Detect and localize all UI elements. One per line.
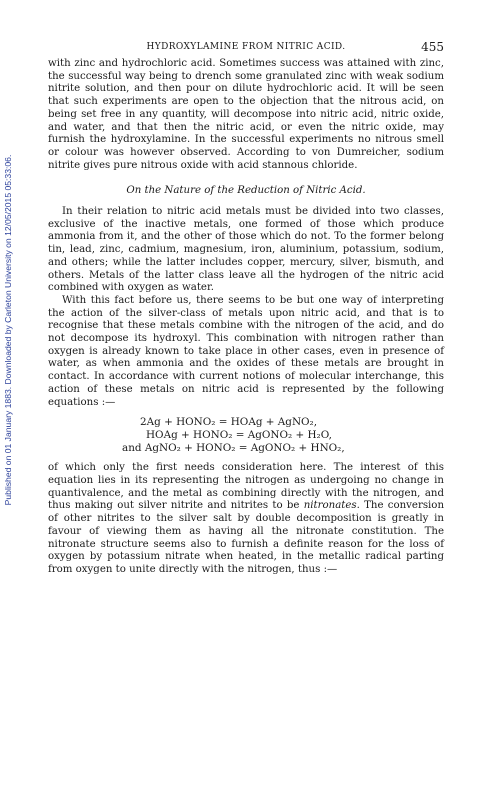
paragraph-text: . The conversion of other nitrites to the silver salt by double decomposition is greatly in favour of viewing them as having all the nitronate constitution. The nitronate structure seems also to furnish a definite reason for the loss of oxygen by potassium nitrate when heated, in the metallic radical parting from oxygen to unite directly with the nitrogen, thus :— bbox=[48, 500, 445, 575]
paragraph-nitronates bbox=[48, 462, 444, 576]
equation-block bbox=[48, 416, 444, 455]
paper-page bbox=[48, 40, 444, 577]
equation-line: HOAg + HONO₂ = AgONO₂ + H₂O, bbox=[146, 429, 332, 442]
equation-line: 2Ag + HONO₂ = HOAg + AgNO₂, bbox=[140, 416, 318, 429]
paragraph-metal-classes: In their relation to nitric acid metals must be divided into two classes, exclusive of the inactive metals, one formed of those which produce ammonia from it, and the other of those which do not. To the former belong tin, lead, zinc, cadmium, magnesium, iron, aluminium, potassium, sodium, and others; while the latter includes copper, mercury, silver, bismuth, and others. Metals of the latter class leave all the hydrogen of the nitric acid combined with oxygen as water. bbox=[48, 206, 444, 294]
download-watermark-text: Published on 01 January 1883. Downloaded by Carleton University on 12/05/2015 05:33:06. bbox=[3, 154, 13, 506]
running-title: HYDROXYLAMINE FROM NITRIC ACID. bbox=[146, 42, 346, 52]
running-header bbox=[48, 40, 444, 58]
paragraph-continued: with zinc and hydrochloric acid. Sometimes success was attained with zinc, the successful way being to drench some granulated zinc with weak sodium nitrite solution, and then pour on dilute hydrochloric acid. It will be seen that such experiments are open to the objection that the nitrous acid, on being set free in any quantity, will decompose into nitric acid, nitric oxide, and water, and that then the nitric acid, or even the nitric oxide, may furnish the hydroxylamine. In the successful experiments no nitrous smell or colour was however observed. According to von Dumreicher, sodium nitrite gives pure nitrous oxide with acid stannous chloride. bbox=[48, 58, 444, 171]
equation-line: and AgNO₂ + HONO₂ = AgONO₂ + HNO₂, bbox=[122, 442, 345, 455]
paragraph-text: of which only the first needs consideration here. The interest of this equation lies in its representing the nitrogen as undergoing no change in quantivalence, and the metal as combining directly with the nitrogen, and thus making out silver nitrite and nitrites to be bbox=[48, 462, 444, 512]
download-watermark bbox=[0, 95, 16, 565]
section-title: On the Nature of the Reduction of Nitric Acid. bbox=[126, 185, 366, 197]
paragraph-silver-class: With this fact before us, there seems to be but one way of interpreting the action of the silver-class of metals upon nitric acid, and that is to recognise that these metals combine with the nitrogen of the acid, and do not decompose its hydroxyl. This combination with nitrogen rather than oxygen is already known to take place in other cases, even in presence of water, as when ammonia and the oxides of these metals are brought in contact. In accordance with current notions of molecular interchange, this action of these metals on nitric acid is represented by the following equations :— bbox=[48, 294, 444, 408]
italic-term: nitronates bbox=[303, 500, 357, 512]
page-number: 455 bbox=[421, 40, 444, 54]
